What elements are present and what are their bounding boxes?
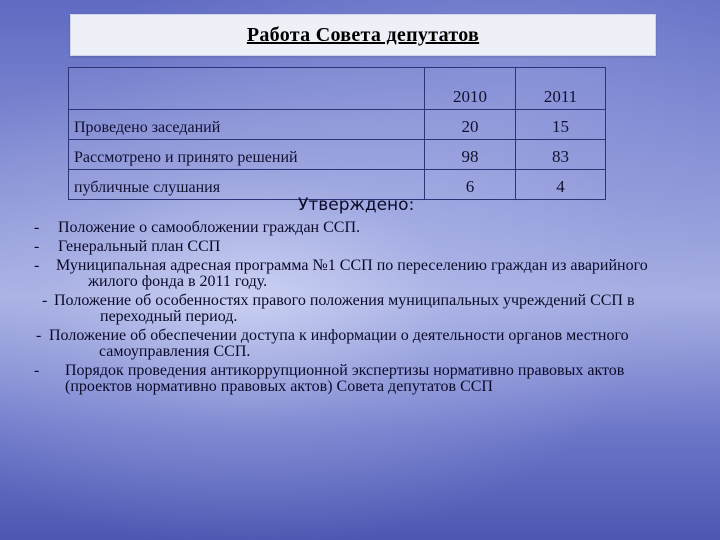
row-label: публичные слушания bbox=[69, 170, 425, 200]
row-label: Рассмотрено и принято решений bbox=[69, 140, 425, 170]
list-item bbox=[34, 293, 684, 325]
list-marker: - bbox=[34, 257, 40, 274]
list-item bbox=[34, 328, 684, 360]
approved-list bbox=[34, 220, 684, 398]
list-item-text: Положение об обеспечении доступа к информации о деятельности органов местного самоуправления ССП. bbox=[49, 327, 629, 360]
stats-table bbox=[68, 67, 606, 200]
list-item bbox=[34, 363, 684, 395]
list-item-text: Муниципальная адресная программа №1 ССП по переселению граждан из аварийного жилого фонда в 2011 году. bbox=[56, 257, 648, 290]
row-value-2011: 83 bbox=[516, 140, 606, 170]
table-header-row bbox=[69, 68, 606, 110]
header-cell-2011: 2011 bbox=[516, 68, 606, 110]
list-item-text: Порядок проведения антикоррупционной экспертизы нормативно правовых актов (проектов нормативно правовых актов) Совета депутатов ССП bbox=[65, 362, 625, 395]
row-value-2010: 6 bbox=[425, 170, 516, 200]
list-item bbox=[34, 220, 684, 236]
table-row bbox=[69, 140, 606, 170]
list-marker: - bbox=[36, 327, 42, 344]
list-marker: - bbox=[34, 238, 40, 255]
list-marker: - bbox=[34, 362, 40, 379]
list-marker: - bbox=[42, 292, 48, 309]
list-item-text: Положение о самообложении граждан ССП. bbox=[58, 219, 361, 236]
table-row bbox=[69, 110, 606, 140]
list-item-text: Генеральный план ССП bbox=[58, 238, 221, 255]
list-marker: - bbox=[34, 219, 40, 236]
list-item bbox=[34, 258, 684, 290]
list-item-text: Положение об особенностях правого положения муниципальных учреждений ССП в переходный период. bbox=[54, 292, 635, 325]
row-label: Проведено заседаний bbox=[69, 110, 425, 140]
row-value-2010: 20 bbox=[425, 110, 516, 140]
approved-heading: Утверждено: bbox=[298, 195, 415, 215]
list-item bbox=[34, 239, 684, 255]
header-cell-2010: 2010 bbox=[425, 68, 516, 110]
slide-title: Работа Совета депутатов bbox=[246, 23, 480, 46]
row-value-2011: 15 bbox=[516, 110, 606, 140]
row-value-2010: 98 bbox=[425, 140, 516, 170]
row-value-2011: 4 bbox=[516, 170, 606, 200]
title-box bbox=[70, 14, 656, 56]
header-cell-empty bbox=[69, 68, 425, 110]
